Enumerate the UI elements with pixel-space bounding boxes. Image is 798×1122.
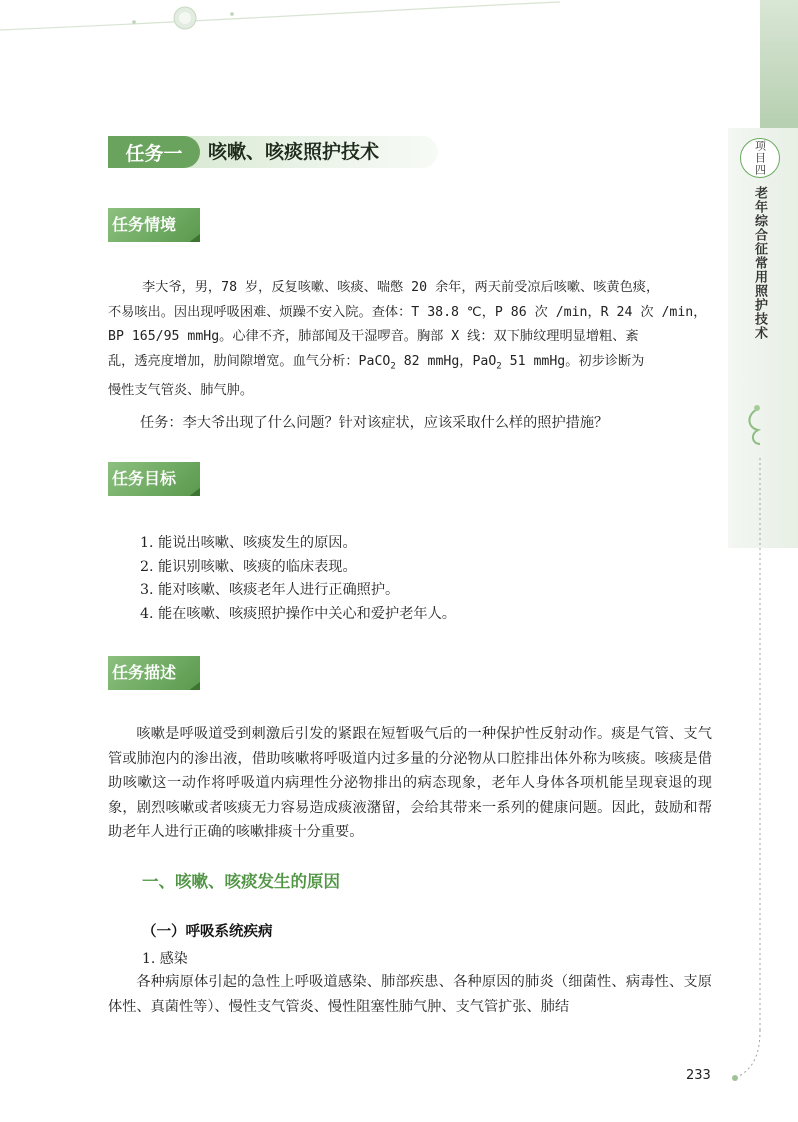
section-tag-goals-label: 任务目标 bbox=[112, 469, 177, 488]
case-line-1: 李大爷，男，78 岁，反复咳嗽、咳痰、喘憋 20 余年，两天前受凉后咳嗽、咳黄色痰， bbox=[142, 280, 660, 295]
section-tag-goals bbox=[108, 462, 200, 496]
side-dotted-line bbox=[730, 400, 770, 1090]
task-label: 任务一 bbox=[108, 136, 200, 168]
top-decoration bbox=[0, 0, 798, 60]
heading-respiratory-diseases: （一）呼吸系统疾病 bbox=[142, 924, 273, 940]
case-paragraph bbox=[108, 276, 712, 404]
case-line-3: BP 165/95 mmHg。心律不齐，肺部闻及干湿啰音。胸部 X 线：双下肺纹理明显增粗、紊 bbox=[108, 329, 639, 345]
project-badge bbox=[740, 138, 780, 178]
section-tag-description-label: 任务描述 bbox=[112, 663, 177, 682]
infection-paragraph bbox=[108, 970, 712, 1019]
goal-item: 1. 能说出咳嗽、咳痰发生的原因。 bbox=[140, 535, 357, 551]
task-question: 任务：李大爷出现了什么问题？针对该症状，应该采取什么样的照护措施？ bbox=[140, 415, 609, 431]
goals-list bbox=[140, 532, 456, 626]
description-text: 咳嗽是呼吸道受到刺激后引发的紧跟在短暂吸气后的一种保护性反射动作。痰是气管、支气管或肺泡内的渗出液，借助咳嗽将呼吸道内过多量的分泌物从口腔排出体外称为咳痰。咳痰是借助咳嗽这一动作将呼吸道内病理性分泌物排出的病态现象，老年人身体各项机能呈现衰退的现象，剧烈咳嗽或者咳痰无力容易造成痰液潴留，会给其带来一系列的健康问题。因此，鼓励和帮助老年人进行正确的咳嗽排痰十分重要。 bbox=[108, 726, 712, 840]
case-line-5: 慢性支气管炎、肺气肿。 bbox=[108, 383, 254, 399]
description-paragraph bbox=[108, 722, 712, 845]
goal-item: 4. 能在咳嗽、咳痰照护操作中关心和爱护老年人。 bbox=[140, 605, 456, 622]
infection-text: 各种病原体引起的急性上呼吸道感染、肺部疾患、各种原因的肺炎（细菌性、病毒性、支原体性、真菌性等）、慢性支气管炎、慢性阻塞性肺气肿、支气管扩张、肺结 bbox=[108, 974, 712, 1015]
leaf-ornament-icon bbox=[749, 405, 760, 444]
section-tag-situation-label: 任务情境 bbox=[112, 215, 177, 234]
chapter-title-vertical: 老年综合征常用照护技术 bbox=[752, 186, 767, 340]
project-label: 项目四 bbox=[753, 140, 767, 176]
section-tag-description bbox=[108, 656, 200, 690]
heading-infection: 1. 感染 bbox=[142, 951, 188, 967]
section-tag-situation bbox=[108, 208, 200, 242]
case-line-4: 乱，透亮度增加，肋间隙增宽。血气分析：PaCO$_2$ 82 mmHg，PaO$_2$ 51 mmHg。初步诊断为 bbox=[108, 353, 645, 372]
task-title: 咳嗽、咳痰照护技术 bbox=[208, 141, 380, 163]
page-number: 233 bbox=[686, 1068, 711, 1083]
heading-causes: 一、咳嗽、咳痰发生的原因 bbox=[142, 872, 340, 891]
side-tab-top-bar bbox=[760, 0, 798, 130]
goal-item: 2. 能识别咳嗽、咳痰的临床表现。 bbox=[140, 558, 357, 575]
goal-item: 3. 能对咳嗽、咳痰老年人进行正确照护。 bbox=[140, 582, 400, 598]
case-line-2: 不易咳出。因出现呼吸困难、烦躁不安入院。查体：T 38.8 ℃，P 86 次 /min，R 24 次 /min， bbox=[108, 304, 707, 320]
